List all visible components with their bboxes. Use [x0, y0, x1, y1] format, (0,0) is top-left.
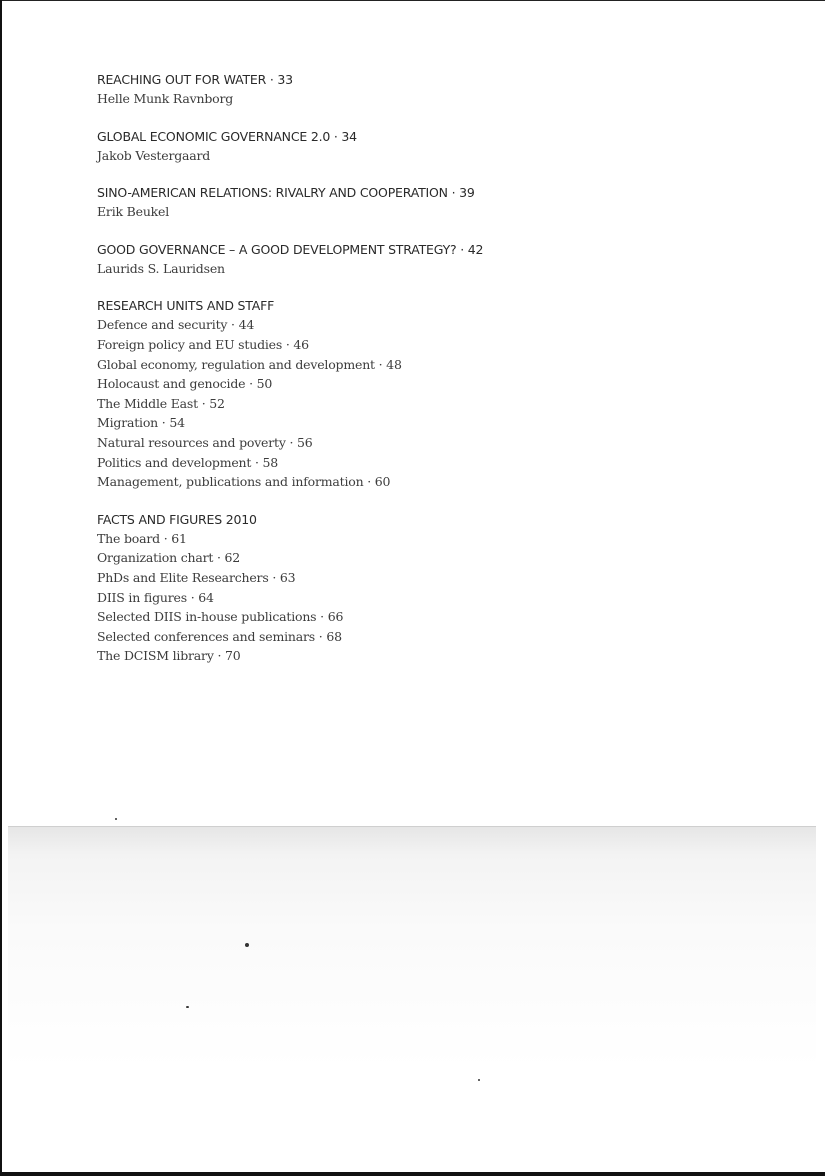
- article-title: SINO-AMERICAN RELATIONS: RIVALRY AND COOPERATION · 39: [97, 185, 475, 201]
- toc-entry: Management, publications and information · 60: [97, 474, 391, 490]
- toc-article: [97, 70, 657, 109]
- toc-article: [97, 127, 657, 166]
- toc-facts-and-figures: [97, 510, 657, 666]
- article-title: GLOBAL ECONOMIC GOVERNANCE 2.0 · 34: [97, 128, 357, 144]
- article-author: Erik Beukel: [97, 204, 170, 220]
- article-author: Jakob Vestergaard: [97, 147, 211, 163]
- article-author: Helle Munk Ravnborg: [97, 91, 234, 106]
- article-title: REACHING OUT FOR WATER · 33: [97, 72, 293, 87]
- table-of-contents: [97, 70, 657, 684]
- toc-entry: Foreign policy and EU studies · 46: [97, 336, 309, 352]
- scan-edge-left: [0, 0, 2, 1176]
- section-heading: RESEARCH UNITS AND STAFF: [97, 298, 275, 314]
- toc-entry: Natural resources and poverty · 56: [97, 434, 313, 450]
- article-title: GOOD GOVERNANCE – A GOOD DEVELOPMENT STRATEGY? · 42: [97, 241, 484, 257]
- toc-entry: DIIS in figures · 64: [97, 589, 214, 605]
- toc-entry: Global economy, regulation and development · 48: [97, 356, 402, 372]
- scan-speck: [186, 1006, 189, 1008]
- toc-research-units: [97, 296, 657, 491]
- scan-page-fold: [8, 826, 816, 1173]
- toc-entry: Selected DIIS in-house publications · 66: [97, 609, 344, 625]
- toc-entry: The DCISM library · 70: [97, 648, 241, 664]
- scan-speck: [115, 818, 117, 820]
- scan-edge-top: [0, 0, 825, 1]
- toc-entry: The board · 61: [97, 530, 187, 546]
- toc-entry: Holocaust and genocide · 50: [97, 376, 273, 392]
- article-author: Laurids S. Lauridsen: [97, 260, 225, 276]
- scan-speck: [478, 1079, 480, 1081]
- toc-entry: Politics and development · 58: [97, 454, 279, 470]
- toc-entry: The Middle East · 52: [97, 395, 225, 411]
- toc-entry: Organization chart · 62: [97, 550, 241, 566]
- section-heading: FACTS AND FIGURES 2010: [97, 511, 257, 527]
- toc-article: [97, 183, 657, 222]
- toc-entry: PhDs and Elite Researchers · 63: [97, 569, 296, 585]
- scan-edge-bottom: [0, 1172, 825, 1176]
- toc-entry: Selected conferences and seminars · 68: [97, 628, 342, 644]
- toc-entry: Defence and security · 44: [97, 317, 255, 333]
- toc-entry: Migration · 54: [97, 415, 185, 431]
- toc-article: [97, 240, 657, 279]
- scan-speck: [245, 943, 249, 947]
